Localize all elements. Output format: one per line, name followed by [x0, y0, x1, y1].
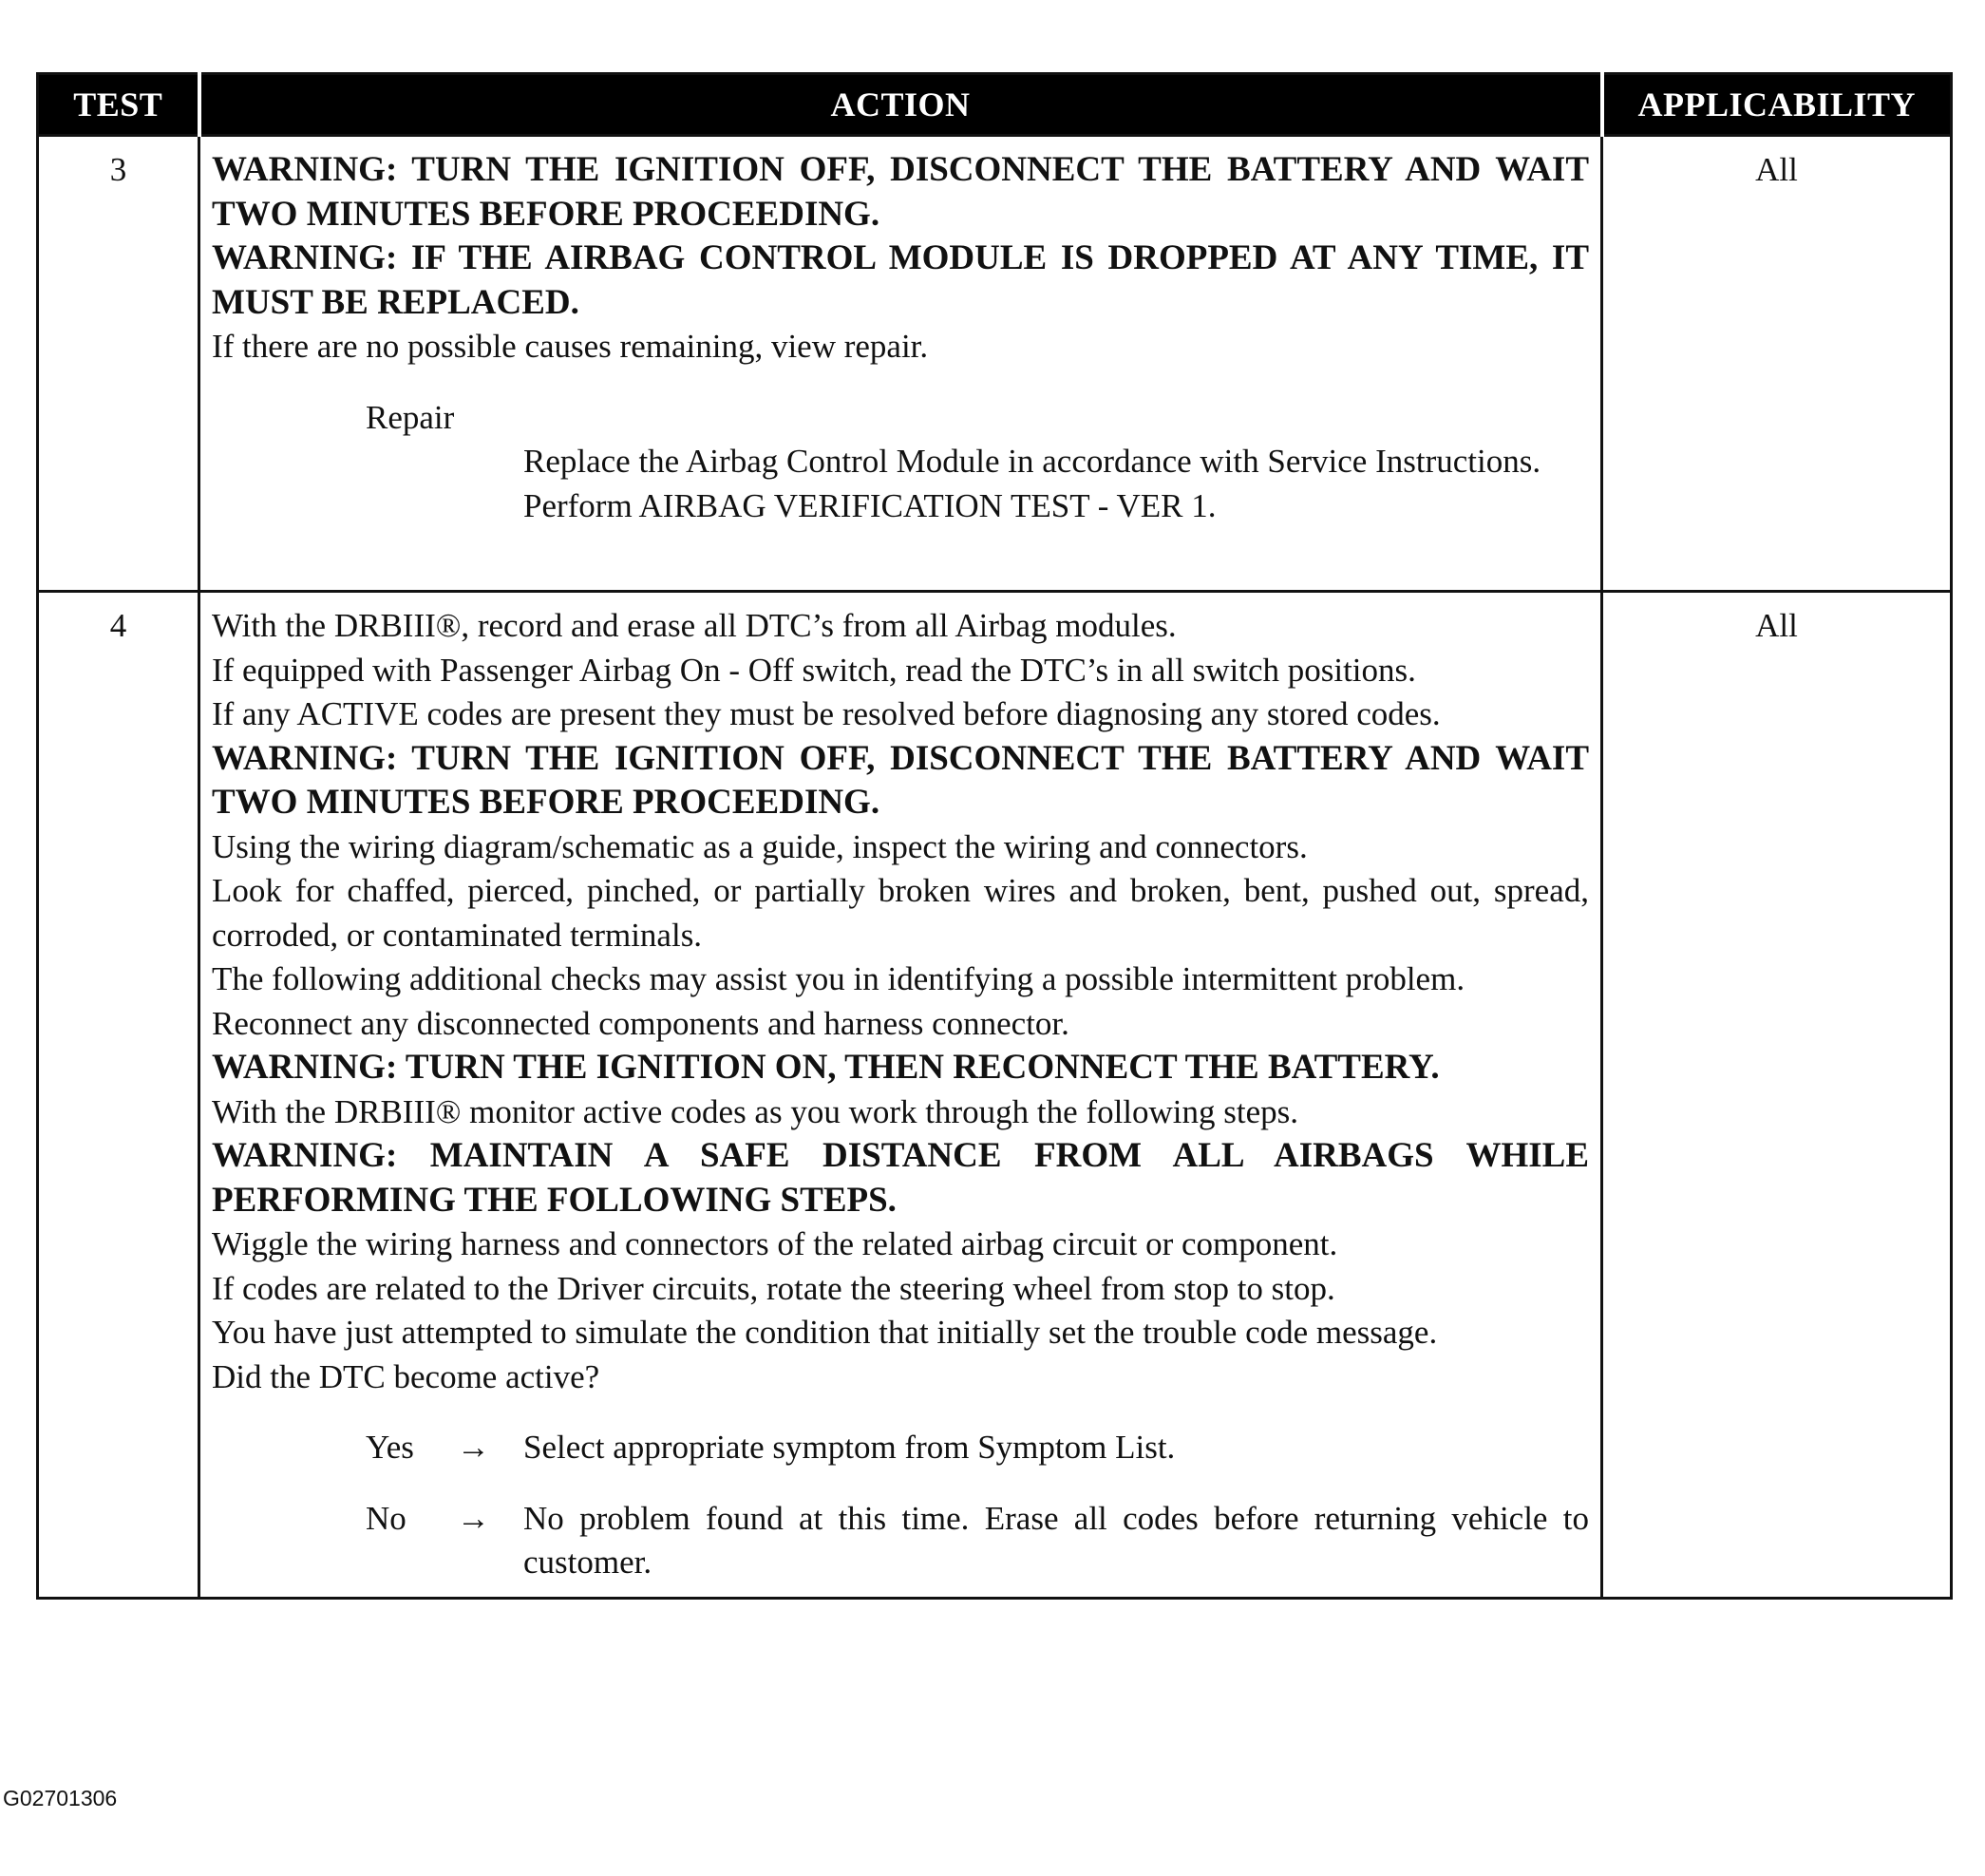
warning-text: WARNING: TURN THE IGNITION OFF, DISCONNECT THE BATTERY AND WAIT TWO MINUTES BEFORE PROCEEDING. [212, 150, 1589, 234]
warning-text: WARNING: TURN THE IGNITION OFF, DISCONNECT THE BATTERY AND WAIT TWO MINUTES BEFORE PROCEEDING. [212, 738, 1589, 822]
warning-text: WARNING: MAINTAIN A SAFE DISTANCE FROM ALL AIRBAGS WHILE PERFORMING THE FOLLOWING STEPS. [212, 1136, 1589, 1220]
repair-label: Repair [366, 398, 455, 436]
instruction-text: With the DRBIII® monitor active codes as you work through the following steps. [212, 1092, 1299, 1130]
instruction-text: If any ACTIVE codes are present they must be resolved before diagnosing any stored codes. [212, 695, 1441, 732]
no-result: No problem found at this time. Erase all codes before returning vehicle to customer. [523, 1499, 1589, 1581]
test-number: 4 [38, 592, 199, 1599]
instruction-text: Look for chaffed, pierced, pinched, or partially broken wires and broken, bent, pushed out, spread, corroded, or contaminated terminals. [212, 872, 1589, 954]
instruction-text: You have just attempted to simulate the condition that initially set the trouble code message. [212, 1314, 1438, 1351]
applicability-value: All [1602, 136, 1952, 592]
no-label: No [366, 1499, 406, 1537]
repair-instruction: Replace the Airbag Control Module in accordance with Service Instructions. [523, 443, 1541, 480]
instruction-text: If codes are related to the Driver circuits, rotate the steering wheel from stop to stop. [212, 1269, 1335, 1307]
header-applicability: APPLICABILITY [1602, 74, 1952, 136]
instruction-text: Reconnect any disconnected components and harness connector. [212, 1004, 1069, 1042]
warning-text: WARNING: TURN THE IGNITION ON, THEN RECONNECT THE BATTERY. [212, 1048, 1440, 1087]
header-action: ACTION [199, 74, 1602, 136]
instruction-text: If there are no possible causes remaining, view repair. [212, 328, 929, 365]
warning-text: WARNING: IF THE AIRBAG CONTROL MODULE IS DROPPED AT ANY TIME, IT MUST BE REPLACED. [212, 238, 1589, 322]
instruction-text: With the DRBIII®, record and erase all DTC’s from all Airbag modules. [212, 607, 1177, 644]
applicability-value: All [1602, 592, 1952, 1599]
instruction-text: If equipped with Passenger Airbag On - Off switch, read the DTC’s in all switch positions. [212, 651, 1416, 689]
outcome-no [212, 1497, 1589, 1585]
instruction-text: The following additional checks may assist you in identifying a possible intermittent problem. [212, 960, 1465, 997]
table-header [38, 74, 1952, 136]
question-text: Did the DTC become active? [212, 1357, 600, 1395]
figure-id: G02701306 [3, 1786, 118, 1810]
table-row-test-3 [38, 136, 1952, 592]
header-test: TEST [38, 74, 199, 136]
repair-instruction: Perform AIRBAG VERIFICATION TEST - VER 1. [523, 486, 1217, 524]
instruction-text: Using the wiring diagram/schematic as a guide, inspect the wiring and connectors. [212, 827, 1308, 865]
table-row-test-4 [38, 592, 1952, 1599]
test-number: 3 [38, 136, 199, 592]
test-procedure-table [36, 72, 1953, 1600]
action-cell [199, 592, 1602, 1599]
arrow-right-icon: → [457, 1429, 490, 1466]
outcome-yes [212, 1426, 1589, 1470]
arrow-right-icon: → [457, 1499, 490, 1537]
action-cell [199, 136, 1602, 592]
yes-label: Yes [366, 1429, 414, 1466]
instruction-text: Wiggle the wiring harness and connectors of the related airbag circuit or component. [212, 1225, 1338, 1262]
yes-result: Select appropriate symptom from Symptom List. [523, 1429, 1176, 1466]
